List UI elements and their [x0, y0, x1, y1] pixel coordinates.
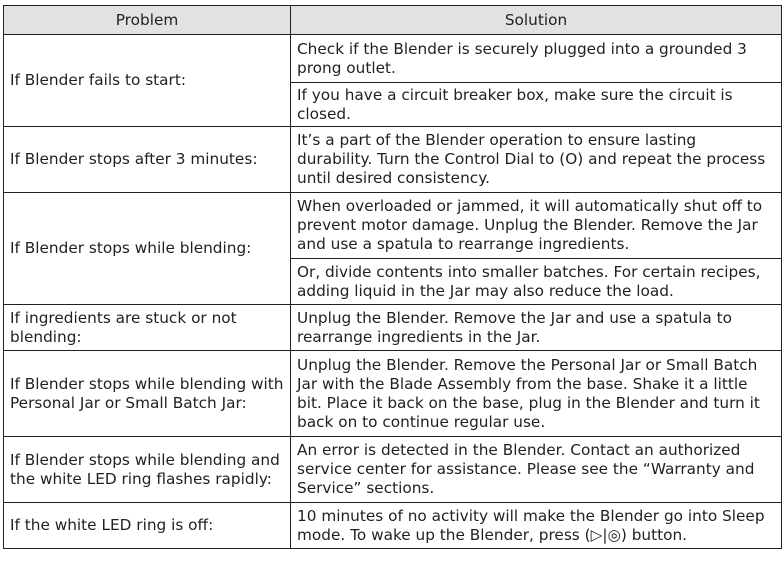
column-header-problem: Problem	[4, 6, 291, 35]
table-row	[4, 305, 782, 351]
solution-cell: Check if the Blender is securely plugged into a grounded 3 prong outlet.	[291, 35, 782, 83]
solution-cell: Or, divide contents into smaller batches. For certain recipes, adding liquid in the Jar may also reduce the load.	[291, 259, 782, 305]
problem-cell: If ingredients are stuck or not blending:	[4, 305, 291, 351]
solution-cell: It’s a part of the Blender operation to ensure lasting durability. Turn the Control Dial to (O) and repeat the process until desired consistency.	[291, 127, 782, 193]
table-row	[4, 35, 782, 83]
troubleshooting-table	[3, 5, 782, 549]
table-header-row	[4, 6, 782, 35]
solution-cell: If you have a circuit breaker box, make sure the circuit is closed.	[291, 83, 782, 127]
table-row	[4, 437, 782, 503]
problem-cell: If Blender fails to start:	[4, 35, 291, 127]
column-header-solution: Solution	[291, 6, 782, 35]
problem-cell: If Blender stops after 3 minutes:	[4, 127, 291, 193]
solution-cell: 10 minutes of no activity will make the Blender go into Sleep mode. To wake up the Blender, press (▷|◎) button.	[291, 503, 782, 549]
solution-cell: When overloaded or jammed, it will automatically shut off to prevent motor damage. Unplug the Blender. Remove the Jar and use a spatula to rearrange ingredients.	[291, 193, 782, 259]
table-row	[4, 351, 782, 437]
solution-cell: Unplug the Blender. Remove the Jar and use a spatula to rearrange ingredients in the Jar.	[291, 305, 782, 351]
problem-cell: If Blender stops while blending and the white LED ring flashes rapidly:	[4, 437, 291, 503]
problem-cell: If Blender stops while blending:	[4, 193, 291, 305]
table-row	[4, 127, 782, 193]
problem-cell: If Blender stops while blending with Personal Jar or Small Batch Jar:	[4, 351, 291, 437]
table-row	[4, 193, 782, 259]
problem-cell: If the white LED ring is off:	[4, 503, 291, 549]
solution-cell: An error is detected in the Blender. Contact an authorized service center for assistance. Please see the “Warranty and Service” sections.	[291, 437, 782, 503]
table-row	[4, 503, 782, 549]
solution-cell: Unplug the Blender. Remove the Personal Jar or Small Batch Jar with the Blade Assembly from the base. Shake it a little bit. Place it back on the base, plug in the Blender and turn it back on to continue regular use.	[291, 351, 782, 437]
